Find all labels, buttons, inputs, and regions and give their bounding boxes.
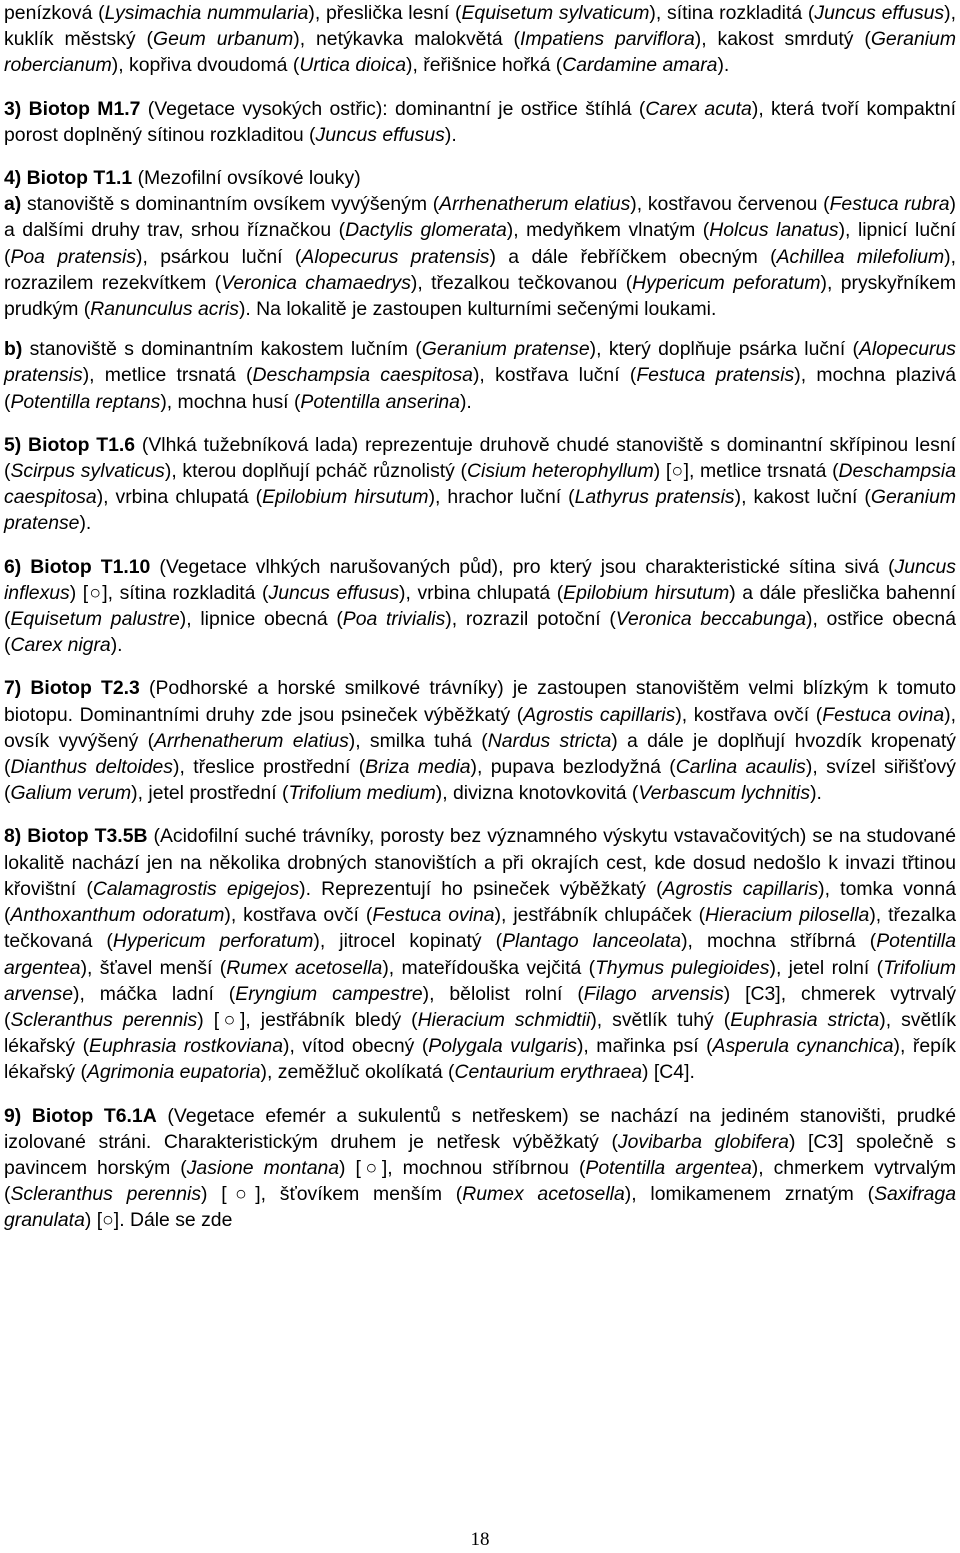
latin-name: Epilobium hirsutum <box>563 581 730 604</box>
latin-name: Euphrasia rostkoviana <box>89 1035 283 1058</box>
latin-name: Cardamine amara <box>562 54 718 77</box>
latin-name: Festuca pratensis <box>636 364 795 387</box>
latin-name: Scleranthus perennis <box>10 1008 198 1031</box>
latin-name: Verbascum lychnitis <box>638 782 811 805</box>
latin-name: Holcus lanatus <box>709 219 839 242</box>
latin-name: Carlina acaulis <box>675 756 806 779</box>
latin-name: Potentilla argentea <box>4 930 956 979</box>
latin-name: Equisetum sylvaticum <box>461 2 650 24</box>
section-heading: 7) Biotop T2.3 <box>4 677 140 700</box>
latin-name: Veronica chamaedrys <box>221 271 411 294</box>
latin-name: Geranium pratense <box>421 338 590 361</box>
latin-name: Deschampsia caespitosa <box>4 460 957 509</box>
latin-name: Geranium pratense <box>4 486 957 535</box>
latin-name: Carex acuta <box>645 97 752 120</box>
latin-name: Hieracium pilosella <box>705 904 870 927</box>
latin-name: Potentilla reptans <box>10 390 161 413</box>
section-3-paragraph: 3) Biotop M1.7 (Vegetace vysokých ostřic): dominantní je ostřice štíhlá (Carex acuta), která tvoří kompaktní porost doplněný sítinou rozkladitou (Juncus effusus). <box>4 97 957 146</box>
section-heading: 8) Biotop T3.5B <box>4 825 148 848</box>
latin-name: Festuca ovina <box>822 703 945 726</box>
latin-name: Trifolium arvense <box>4 956 957 1005</box>
latin-name: Festuca rubra <box>829 193 950 216</box>
section-heading: 3) Biotop M1.7 <box>4 97 141 120</box>
latin-name: Rumex acetosella <box>462 1183 625 1206</box>
latin-name: Deschampsia caespitosa <box>252 364 473 387</box>
latin-name: Potentilla argentea <box>585 1156 752 1179</box>
latin-name: Potentilla anserina <box>300 390 460 413</box>
latin-name: Lysimachia nummularia <box>104 2 309 24</box>
latin-name: Anthoxanthum odoratum <box>10 904 225 927</box>
latin-name: Urtica dioica <box>299 54 406 77</box>
section-9-paragraph: 9) Biotop T6.1A (Vegetace efemér a sukulentů s netřeskem) se nachází na jediném stanovišti, prudké izolované stráni. Charakteristickým druhem je netřesk výběžkatý (Jovibarba globifera) [C3] společně s pavincem horským (Jasione montana) [○], mochnou stříbrnou (Potentilla argentea), chmerkem vytrvalým (Scleranthus perennis) [○], šťovíkem menším (Rumex acetosella), lomikamenem zrnatým (Saxifraga granulata) [○]. Dále se zde <box>4 1104 957 1232</box>
latin-name: Jasione montana <box>186 1156 340 1179</box>
latin-name: Hypericum peforatum <box>632 271 821 294</box>
latin-name: Hieracium schmidtii <box>417 1008 591 1031</box>
latin-name: Epilobium hirsutum <box>262 486 429 509</box>
latin-name: Briza media <box>365 756 471 779</box>
section-heading: 5) Biotop T1.6 <box>4 433 136 456</box>
latin-name: Agrostis capillaris <box>523 703 676 726</box>
section-heading: 4) Biotop T1.1 <box>4 167 133 190</box>
latin-name: Dianthus deltoides <box>10 756 173 779</box>
latin-name: Hypericum perforatum <box>112 930 314 953</box>
latin-name: Juncus inflexus <box>4 555 956 604</box>
latin-name: Euphrasia stricta <box>730 1008 880 1031</box>
section-7-paragraph: 7) Biotop T2.3 (Podhorské a horské smilkové trávníky) je zastoupen stanovištěm velmi blízkým k tomuto biotopu. Dominantními druhy zde jsou psineček výběžkatý (Agrostis capillaris), kostřava ovčí (Festuca ovina), ovsík vyvýšený (Arrhenatherum elatius), smilka tuhá (Nardus stricta) a dále je doplňují hvozdík kropenatý (Dianthus deltoides), třeslice prostřední (Briza media), pupava bezlodyžná (Carlina acaulis), svízel siřišťový (Galium verum), jetel prostřední (Trifolium medium), divizna knotovkovitá (Verbascum lychnitis). <box>4 677 956 805</box>
section-5-paragraph: 5) Biotop T1.6 (Vlhká tužebníková lada) reprezentuje druhově chudé stanoviště s dominantní skřípinou lesní (Scirpus sylvaticus), kterou doplňují pcháč různolistý (Cisium heterophyllum) [○], metlice trsnatá (Deschampsia caespitosa), vrbina chlupatá (Epilobium hirsutum), hrachor luční (Lathyrus pratensis), kakost luční (Geranium pratense). <box>4 433 957 535</box>
section-4-paragraph: a) stanoviště s dominantním ovsíkem vyvýšeným (Arrhenatherum elatius), kostřavou červenou (Festuca rubra) a dalšími druhy trav, srhou říznačkou (Dactylis glomerata), medyňkem vlnatým (Holcus lanatus), lipnicí luční (Poa pratensis), psárkou luční (Alopecurus pratensis) a dále řebříčkem obecným (Achillea milefolium), rozrazilem rezekvítkem (Veronica chamaedrys), třezalkou tečkovanou (Hypericum peforatum), pryskyřníkem prudkým (Ranunculus acris). Na lokalitě je zastoupen kulturními sečenými loukami. <box>4 193 957 321</box>
latin-name: Plantago lanceolata <box>502 930 682 953</box>
section-heading: 6) Biotop T1.10 <box>4 555 151 578</box>
latin-name: Jovibarba globifera <box>617 1130 789 1153</box>
latin-name: Scleranthus perennis <box>10 1183 202 1206</box>
latin-name: Festuca ovina <box>372 904 495 927</box>
latin-name: Calamagrostis epigejos <box>92 877 300 900</box>
latin-name: Geum urbanum <box>152 28 294 51</box>
latin-name: Thymus pulegioides <box>595 956 770 979</box>
latin-name: Cisium heterophyllum <box>467 460 654 483</box>
latin-name: Arrhenatherum elatius <box>439 193 631 216</box>
latin-name: Trifolium medium <box>288 782 436 805</box>
latin-name: Filago arvensis <box>583 982 724 1005</box>
latin-name: Achillea milefolium <box>776 245 945 268</box>
latin-name: Juncus effusus <box>315 123 445 146</box>
latin-name: Juncus effusus <box>268 581 400 604</box>
latin-name: Dactylis glomerata <box>345 219 507 242</box>
latin-name: Impatiens parviflora <box>520 28 695 51</box>
section-heading: b) <box>4 338 23 361</box>
latin-name: Alopecurus pratensis <box>4 338 956 387</box>
latin-name: Asperula cynanchica <box>712 1035 894 1058</box>
latin-name: Ranunculus acris <box>90 298 239 321</box>
section-heading: 9) Biotop T6.1A <box>4 1104 157 1127</box>
latin-name: Saxifraga granulata <box>4 1183 956 1232</box>
section-6-paragraph: 6) Biotop T1.10 (Vegetace vlhkých narušovaných půd), pro který jsou charakteristické sítina sivá (Juncus inflexus) [○], sítina rozkladitá (Juncus effusus), vrbina chlupatá (Epilobium hirsutum) a dále přeslička bahenní (Equisetum palustre), lipnice obecná (Poa trivialis), rozrazil potoční (Veronica beccabunga), ostřice obecná (Carex nigra). <box>4 555 957 657</box>
section-4-paragraph: 4) Biotop T1.1 (Mezofilní ovsíkové louky) <box>4 167 361 190</box>
latin-name: Poa trivialis <box>342 608 446 631</box>
section-4-paragraph: b) stanoviště s dominantním kakostem lučním (Geranium pratense), který doplňuje psárka luční (Alopecurus pratensis), metlice trsnatá (Deschampsia caespitosa), kostřava luční (Festuca pratensis), mochna plazivá (Potentilla reptans), mochna husí (Potentilla anserina). <box>4 338 956 413</box>
latin-name: Galium verum <box>10 782 132 805</box>
intro-paragraph: penízková (Lysimachia nummularia), přeslička lesní (Equisetum sylvaticum), sítina rozkladitá (Juncus effusus), kuklík městský (Geum urbanum), netýkavka malokvětá (Impatiens parviflora), kakost smrdutý (Geranium robercianum), kopřiva dvoudomá (Urtica dioica), řeřišnice hořká (Cardamine amara). <box>4 2 956 77</box>
latin-name: Rumex acetosella <box>226 956 383 979</box>
latin-name: Agrimonia eupatoria <box>86 1061 261 1084</box>
latin-name: Poa pratensis <box>10 245 137 268</box>
biotop-sections <box>4 96 956 1234</box>
latin-name: Scirpus sylvaticus <box>10 460 165 483</box>
page-number: 18 <box>470 1529 490 1550</box>
latin-name: Eryngium campestre <box>235 982 423 1005</box>
latin-name: Nardus stricta <box>487 729 612 752</box>
latin-name: Veronica beccabunga <box>615 608 806 631</box>
latin-name: Carex nigra <box>10 634 111 657</box>
latin-name: Juncus effusus <box>814 2 945 24</box>
latin-name: Arrhenatherum elatius <box>154 729 349 752</box>
latin-name: Lathyrus pratensis <box>574 486 735 509</box>
latin-name: Polygala vulgaris <box>428 1035 577 1058</box>
latin-name: Centaurium erythraea <box>454 1061 643 1084</box>
latin-name: Equisetum palustre <box>10 608 180 631</box>
latin-name: Agrostis capillaris <box>662 877 819 900</box>
section-heading: a) <box>4 193 22 216</box>
latin-name: Alopecurus pratensis <box>301 245 490 268</box>
latin-name: Geranium robercianum <box>4 28 956 77</box>
section-8-paragraph: 8) Biotop T3.5B (Acidofilní suché trávníky, porosty bez významného výskytu vstavačovitých) se na studované lokalitě nachází jen na několika drobných stanovištích a při okrajích cest, kde dosud nedošlo k invazi třtinou křovištní (Calamagrostis epigejos). Reprezentují ho psineček výběžkatý (Agrostis capillaris), tomka vonná (Anthoxanthum odoratum), kostřava ovčí (Festuca ovina), jestřábník chlupáček (Hieracium pilosella), třezalka tečkovaná (Hypericum perforatum), jitrocel kopinatý (Plantago lanceolata), mochna stříbrná (Potentilla argentea), šťavel menší (Rumex acetosella), mateřídouška vejčitá (Thymus pulegioides), jetel rolní (Trifolium arvense), máčka ladní (Eryngium campestre), bělolist rolní (Filago arvensis) [C3], chmerek vytrvalý (Scleranthus perennis) [○], jestřábník bledý (Hieracium schmidtii), světlík tuhý (Euphrasia stricta), světlík lékařský (Euphrasia rostkoviana), vítod obecný (Polygala vulgaris), mařinka psí (Asperula cynanchica), řepík lékařský (Agrimonia eupatoria), zeměžluč okolíkatá (Centaurium erythraea) [C4]. <box>4 825 957 1084</box>
